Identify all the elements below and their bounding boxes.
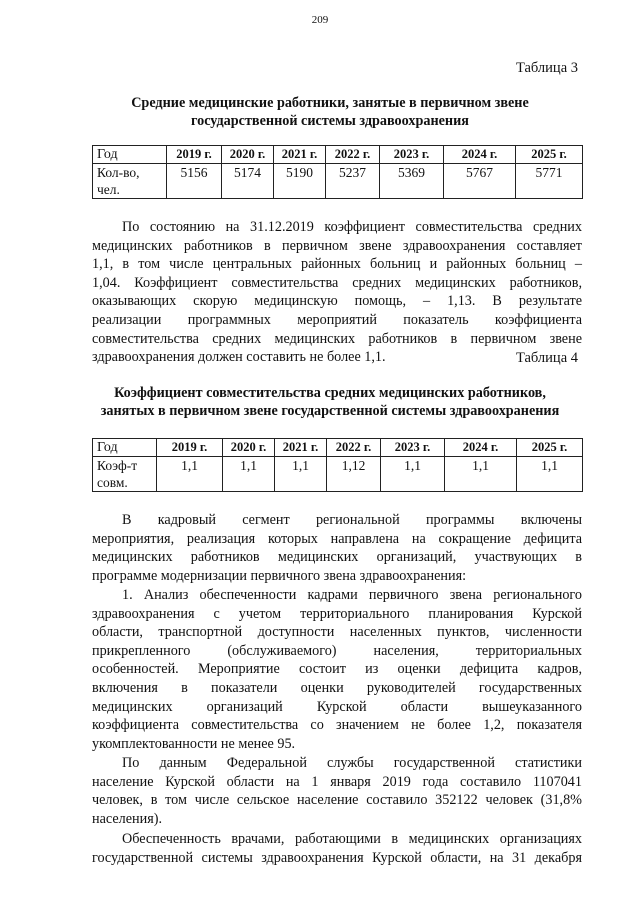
- paragraph-4-line: населения).: [92, 810, 163, 827]
- table4-title: [60, 384, 600, 420]
- paragraph-5-line: Обеспеченность врачами, работающими в медицинских организациях: [122, 831, 582, 847]
- table3-header-2024: 2024 г.: [444, 146, 516, 164]
- table3-data-row: [93, 164, 583, 199]
- table4-cell-2022: 1,12: [327, 457, 381, 492]
- table4-header-2025: 2025 г.: [517, 439, 583, 457]
- paragraph-4: [92, 754, 582, 828]
- table3-cell-2019: 5156: [167, 164, 222, 199]
- paragraph-2-line: медицинских работников медицинских организаций, участвующих в: [92, 549, 582, 566]
- table4-cell-2019: 1,1: [157, 457, 223, 492]
- table3-row-label-line2: чел.: [97, 182, 120, 197]
- table4-header-2020: 2020 г.: [223, 439, 275, 457]
- table4-title-line2: занятых в первичном звене государственной системы здравоохранения: [100, 403, 560, 419]
- paragraph-1-line: 1,1, в том числе центральных районных больниц и районных больниц –: [92, 256, 582, 273]
- paragraph-3-line: здравоохранения с учетом территориального планирования Курской: [92, 605, 582, 622]
- table3-title: [60, 94, 600, 130]
- paragraph-2-line: В кадровый сегмент региональной программы включены: [122, 512, 582, 528]
- table3-header-row: [93, 146, 583, 164]
- table3-header-2025: 2025 г.: [516, 146, 583, 164]
- table4-data-row: [93, 457, 583, 492]
- table3-cell-2021: 5190: [274, 164, 326, 199]
- page-number: 209: [311, 14, 329, 26]
- table4-cell-2020: 1,1: [223, 457, 275, 492]
- table3-row-label-line1: Кол-во,: [97, 165, 140, 180]
- paragraph-1-line: По состоянию на 31.12.2019 коэффициент совместительства средних: [122, 219, 582, 235]
- table3-header-2023: 2023 г.: [380, 146, 444, 164]
- table3-caption: Таблица 3: [515, 60, 578, 76]
- paragraph-3: [92, 586, 582, 753]
- table4-cell-2023: 1,1: [381, 457, 445, 492]
- table4-header-year: Год: [93, 439, 157, 457]
- paragraph-2-line: мероприятия, реализация которых направлена на сокращение дефицита: [92, 530, 582, 547]
- paragraph-4-line: население Курской области на 1 января 2019 года составило 1107041: [92, 773, 582, 790]
- table4-header-2019: 2019 г.: [157, 439, 223, 457]
- paragraph-1-line: медицинских работников в первичном звене здравоохранения составляет: [92, 237, 582, 254]
- table3-header-year: Год: [93, 146, 167, 164]
- table3-header-2022: 2022 г.: [326, 146, 380, 164]
- table3-title-line2: государственной системы здравоохранения: [191, 113, 469, 129]
- paragraph-1-line: оказывающих скорую медицинскую помощь, – 1,13. В результате: [92, 293, 582, 310]
- table4: [92, 438, 583, 492]
- table3: [92, 145, 583, 199]
- paragraph-3-line: области, транспортной доступности населенных пунктов, численности: [92, 624, 582, 641]
- table3-header-2021: 2021 г.: [274, 146, 326, 164]
- table4-cell-2021: 1,1: [275, 457, 327, 492]
- table3-cell-2022: 5237: [326, 164, 380, 199]
- table4-row-label-line1: Коэф-т: [97, 458, 138, 473]
- paragraph-1-line: здравоохранения должен составить не более 1,1.: [92, 349, 386, 366]
- paragraph-3-line: медицинских организаций Курской области вышеуказанного: [92, 698, 582, 715]
- table4-title-line1: Коэффициент совместительства средних медицинских работников,: [114, 385, 546, 401]
- table3-cell-2024: 5767: [444, 164, 516, 199]
- table4-header-2024: 2024 г.: [445, 439, 517, 457]
- table4-header-2022: 2022 г.: [327, 439, 381, 457]
- paragraph-1: [92, 218, 582, 367]
- table4-header-2023: 2023 г.: [381, 439, 445, 457]
- paragraph-3-line: коэффициента совместительства со значением не более 1,2, показателя: [92, 717, 582, 734]
- table4-row-label-line2: совм.: [97, 475, 128, 490]
- table3-title-line1: Средние медицинские работники, занятые в первичном звене: [131, 95, 529, 111]
- paragraph-5: [92, 830, 582, 867]
- paragraph-3-line: включения в показатели оценки руководителей государственных: [92, 679, 582, 696]
- table3-header-2020: 2020 г.: [222, 146, 274, 164]
- paragraph-1-line: совместительства средних медицинских работников в первичном звене: [92, 330, 582, 347]
- paragraph-3-line: особенностей. Мероприятие состоит из оценки дефицита кадров,: [92, 661, 582, 678]
- paragraph-3-line: укомплектованности не менее 95.: [92, 735, 296, 752]
- paragraph-3-line: прикрепленного (обслуживаемого) населения, территориальных: [92, 642, 582, 659]
- paragraph-4-line: человек, в том числе сельское население составило 352122 человек (31,8%: [92, 792, 582, 809]
- table3-header-2019: 2019 г.: [167, 146, 222, 164]
- paragraph-1-line: реализации программных мероприятий показатель коэффициента: [92, 311, 582, 328]
- paragraph-2-line: программе модернизации первичного звена здравоохранения:: [92, 567, 467, 584]
- table4-header-2021: 2021 г.: [275, 439, 327, 457]
- table4-cell-2025: 1,1: [517, 457, 583, 492]
- table3-cell-2025: 5771: [516, 164, 583, 199]
- table3-cell-2023: 5369: [380, 164, 444, 199]
- table4-row-label: [93, 457, 157, 492]
- table4-cell-2024: 1,1: [445, 457, 517, 492]
- table3-cell-2020: 5174: [222, 164, 274, 199]
- paragraph-2: [92, 511, 582, 585]
- paragraph-3-line: 1. Анализ обеспеченности кадрами первичного звена регионального: [122, 587, 582, 603]
- paragraph-4-line: По данным Федеральной службы государственной статистики: [122, 755, 582, 771]
- paragraph-1-line: 1,04. Коэффициент совместительства средних медицинских работников,: [92, 274, 582, 291]
- table3-row-label: [93, 164, 167, 199]
- table4-caption: Таблица 4: [515, 350, 578, 366]
- paragraph-5-line: государственной системы здравоохранения Курской области, на 31 декабря: [92, 849, 582, 866]
- table4-header-row: [93, 439, 583, 457]
